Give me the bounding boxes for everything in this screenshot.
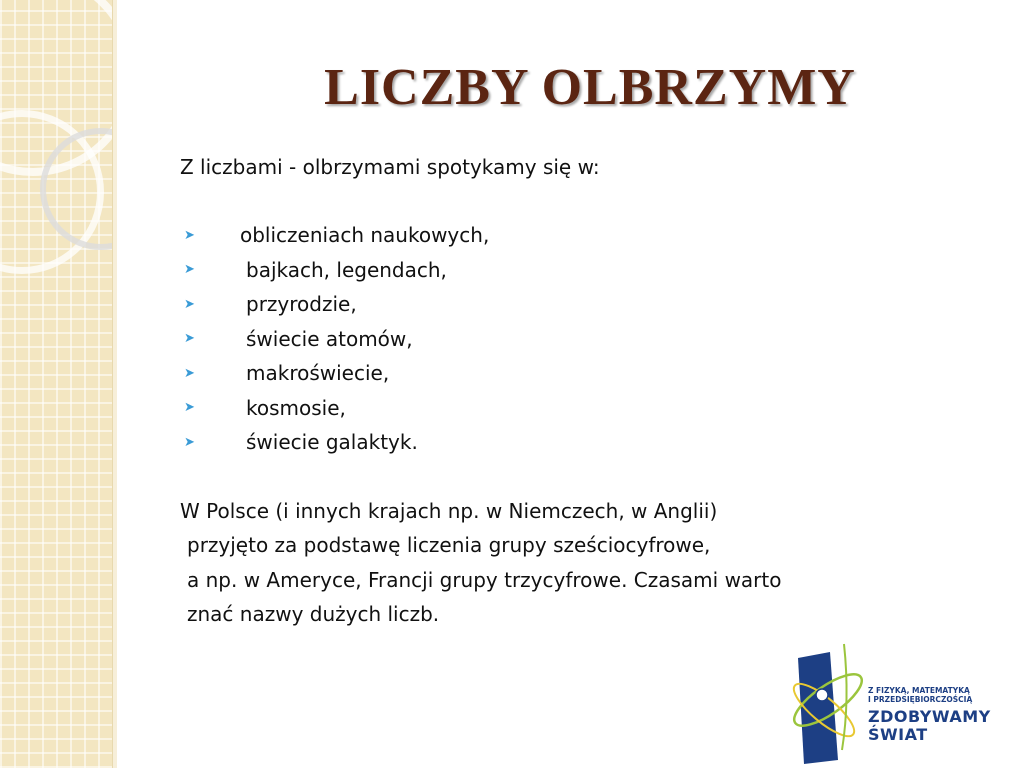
list-item: ➤ świecie galaktyk.: [184, 430, 418, 455]
list-item: ➤ kosmosie,: [184, 395, 346, 420]
arrow-bullet-icon: ➤: [184, 227, 195, 243]
arrow-bullet-icon: ➤: [184, 400, 195, 416]
panel-divider: [112, 0, 117, 768]
slide-title: LICZBY OLBRZYMY: [324, 59, 856, 116]
intro-text: Z liczbami - olbrzymami spotykamy się w:: [180, 155, 600, 179]
paragraph-line: a np. w Ameryce, Francji grupy trzycyfrowe. Czasami warto: [187, 567, 782, 592]
arrow-bullet-icon: ➤: [184, 296, 195, 312]
bullet-list: [180, 218, 960, 460]
list-item: ➤ bajkach, legendach,: [184, 257, 447, 282]
logo-title-line: ŚWIAT: [868, 725, 928, 744]
list-item: ➤ przyrodzie,: [184, 292, 357, 317]
arrow-bullet-icon: ➤: [184, 365, 195, 381]
list-item: ➤ świecie atomów,: [184, 326, 413, 351]
logo-globe-icon: [816, 689, 828, 701]
list-item: ➤ obliczeniach naukowych,: [184, 223, 490, 248]
paragraph-line: W Polsce (i innych krajach np. w Niemczech, w Anglii): [180, 498, 718, 523]
arrow-bullet-icon: ➤: [184, 434, 195, 450]
arrow-bullet-icon: ➤: [184, 331, 195, 347]
body-paragraph: [180, 494, 960, 632]
arrow-bullet-icon: ➤: [184, 262, 195, 278]
logo-subtitle: Z FIZYKĄ, MATEMATYKĄ I PRZEDSIĘBIORCZOŚCIĄ: [868, 686, 973, 704]
paragraph-line: przyjęto za podstawę liczenia grupy sześciocyfrowe,: [187, 533, 711, 557]
project-logo: [790, 640, 1005, 768]
list-item: ➤ makroświecie,: [184, 361, 390, 386]
logo-title-line: ZDOBYWAMY: [868, 707, 991, 726]
paragraph-line: znać nazwy dużych liczb.: [187, 602, 440, 626]
slide-content: [180, 150, 960, 632]
decorative-left-panel: [0, 0, 112, 768]
